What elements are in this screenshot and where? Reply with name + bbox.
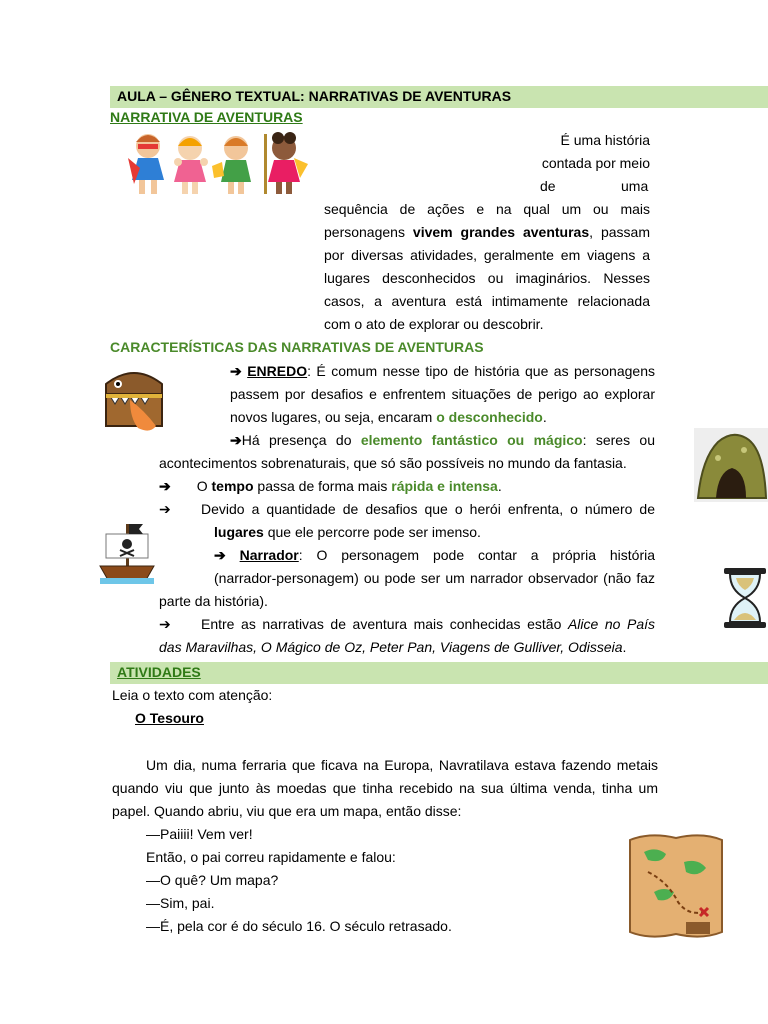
atividades-instruction: Leia o texto com atenção: (112, 687, 273, 703)
intro-line-6: lugares desconhecidos ou imaginários. Nesses (324, 270, 650, 286)
entre-line-1: Entre as narrativas de aventura mais conhecidas estão Alice no País (201, 616, 655, 632)
fantastico-line-1: ➔Há presença do elemento fantástico ou mágico: seres ou (230, 432, 655, 448)
intro-line-8: com o ato de explorar ou descobrir. (324, 316, 544, 332)
intro-de: de (540, 178, 556, 194)
lugares-arrow: ➔ (159, 501, 171, 517)
intro-line-4: personagens vivem grandes aventuras, passam (324, 224, 650, 240)
narrador-line-3: parte da história). (159, 593, 268, 609)
fantastico-line-2: acontecimentos sobrenaturais, que só são possíveis no mundo da fantasia. (159, 455, 627, 471)
dialogue-2: Então, o pai correu rapidamente e falou: (146, 849, 396, 865)
lugares-line-2: lugares que ele percorre pode ser imenso. (214, 524, 481, 540)
entre-arrow: ➔ (159, 616, 171, 632)
narrador-line-2: (narrador-personagem) ou pode ser um narrador observador (não faz (214, 570, 655, 586)
section-title-atividades: ATIVIDADES (117, 664, 201, 680)
intro-line-3: sequência de ações e na qual um ou mais (324, 201, 650, 217)
cave-icon (694, 428, 768, 502)
story-line-1: Um dia, numa ferraria que ficava na Europa, Navratilava estava fazendo metais (146, 757, 658, 773)
enredo-line-3: novos lugares, ou seja, encaram o desconhecido. (230, 409, 547, 425)
dialogue-1: —Paiiii! Vem ver! (146, 826, 253, 842)
treasure-map-icon (624, 832, 728, 942)
tempo-line: ➔ O tempo passa de forma mais rápida e intensa. (159, 478, 502, 494)
atividades-band (110, 662, 768, 684)
enredo-line-2: passem por desafios e enfrentem situações de perigo ao explorar (230, 386, 655, 402)
dialogue-5: —É, pela cor é do século 16. O século retrasado. (146, 918, 452, 934)
narrador-line-1: ➔ Narrador: O personagem pode contar a própria história (214, 547, 655, 563)
section-title-caracteristicas: CARACTERÍSTICAS DAS NARRATIVAS DE AVENTURAS (110, 339, 484, 355)
treasure-chest-icon (100, 366, 170, 436)
intro-line-7: casos, a aventura está intimamente relacionada (324, 293, 650, 309)
intro-uma: uma (621, 178, 649, 194)
pirate-ship-icon (98, 520, 156, 586)
lugares-line-1: Devido a quantidade de desafios que o herói enfrenta, o número de (201, 501, 655, 517)
section-title-narrativa: NARRATIVA DE AVENTURAS (110, 109, 303, 125)
entre-line-2: das Maravilhas, O Mágico de Oz, Peter Pan, Viagens de Gulliver, Odisseia. (159, 639, 627, 655)
kids-heroes-icon (108, 128, 314, 200)
intro-line-1: É uma história (560, 132, 650, 148)
intro-line-2: contada por meio (541, 155, 650, 171)
story-line-3: papel. Quando abriu, viu que era um mapa, então disse: (112, 803, 462, 819)
page-title: AULA – GÊNERO TEXTUAL: NARRATIVAS DE AVENTURAS (117, 88, 512, 104)
dialogue-4: —Sim, pai. (146, 895, 215, 911)
story-line-2: quando viu que junto às moedas que tinha recebido na sua última venda, tinha um (112, 780, 658, 796)
story-title: O Tesouro (135, 710, 204, 726)
dialogue-3: —O quê? Um mapa? (146, 872, 279, 888)
hourglass-icon (722, 566, 768, 630)
enredo-line-1: ➔ ENREDO: É comum nesse tipo de história que as personagens (230, 363, 655, 379)
intro-line-5: por diversas atividades, geralmente em viagens a (324, 247, 650, 263)
